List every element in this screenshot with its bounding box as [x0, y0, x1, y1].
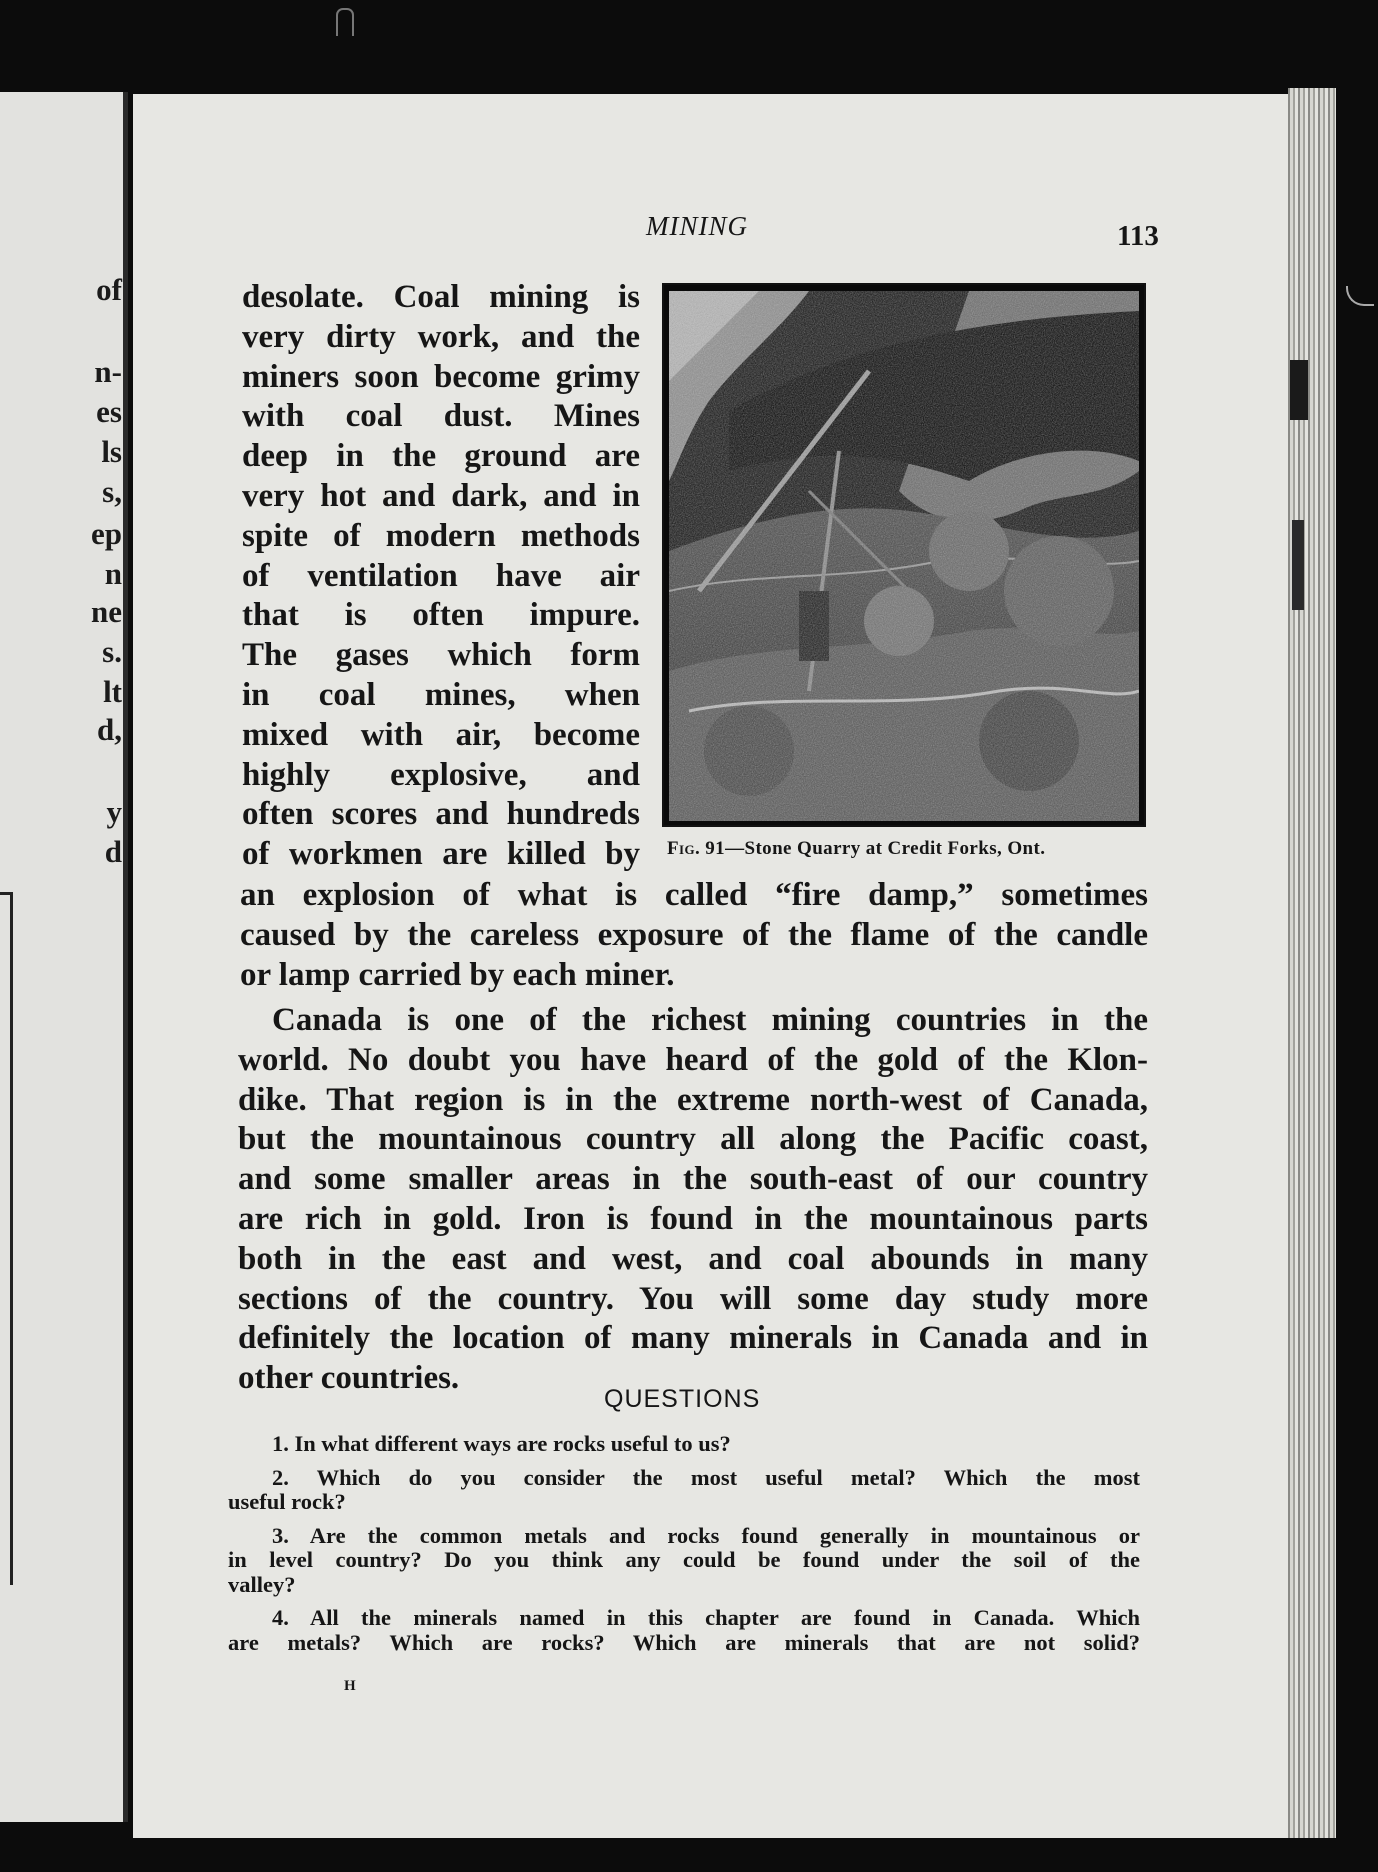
facing-page-fragment: y — [106, 794, 122, 829]
facing-page-fragment: s, — [102, 474, 122, 509]
figure-label: Fig. 91 — [667, 838, 726, 859]
text-line: often scores and hundreds — [242, 796, 640, 833]
facing-page-fragment: s. — [102, 634, 122, 669]
facing-page-edge — [123, 92, 128, 1822]
page-stack-shadow — [1290, 360, 1308, 420]
facing-page-fragment: es — [96, 394, 122, 429]
figure-quarry-photo — [662, 283, 1146, 827]
text-line: other countries. — [238, 1360, 460, 1397]
text-line: sections of the country. You will some day study more — [238, 1280, 1148, 1317]
facing-page-fragment: of — [96, 272, 122, 307]
text-line: very hot and dark, and in — [242, 477, 640, 514]
facing-page-fragment: n- — [94, 354, 122, 389]
question-line: valley? — [228, 1571, 296, 1597]
facing-page-fragment: d — [104, 834, 122, 869]
figure-caption — [667, 838, 1045, 860]
question-item — [228, 1466, 1140, 1515]
text-line: Canada is one of the richest mining countries in the — [272, 1002, 1148, 1038]
question-item — [228, 1606, 1140, 1655]
signature-mark: H — [344, 1678, 356, 1694]
text-line: or lamp carried by each miner. — [240, 956, 675, 993]
questions-heading: QUESTIONS — [604, 1385, 761, 1413]
text-line: desolate. Coal mining is — [242, 279, 640, 315]
text-line: spite of modern methods — [242, 517, 640, 554]
text-line: caused by the careless exposure of the flame of the candle — [240, 916, 1148, 953]
question-line: 1. In what different ways are rocks useful to us? — [272, 1431, 731, 1456]
text-line: miners soon become grimy — [242, 358, 640, 395]
question-line: useful rock? — [228, 1489, 346, 1514]
text-line: deep in the ground are — [242, 438, 640, 475]
question-line: 3. Are the common metals and rocks found generally in mountainous or — [272, 1522, 1140, 1548]
question-line: 2. Which do you consider the most useful metal? Which the most — [272, 1464, 1140, 1490]
facing-page-fragment: d, — [97, 712, 122, 747]
body-text-wrapped — [242, 278, 640, 875]
quarry-photo-image — [669, 291, 1139, 821]
text-line: mixed with air, become — [242, 716, 640, 753]
text-line: an explosion of what is called “fire damp,” sometimes — [240, 877, 1148, 913]
text-line: are rich in gold. Iron is found in the mountainous parts — [238, 1200, 1148, 1237]
page-stack-edge — [1288, 88, 1336, 1838]
body-paragraph-canada — [238, 1001, 1148, 1399]
text-line: with coal dust. Mines — [242, 398, 640, 435]
running-head: MINING — [646, 211, 748, 241]
question-line: are metals? Which are rocks? Which are minerals that are not solid? — [228, 1629, 1140, 1655]
facing-page-fragment: ep — [91, 516, 122, 551]
text-line: that is often impure. — [242, 597, 640, 634]
facing-page-fragment: n — [104, 556, 122, 591]
text-line: world. No doubt you have heard of the gold of the Klon- — [238, 1041, 1148, 1078]
scan-mark — [1346, 286, 1374, 306]
text-line: dike. That region is in the extreme north-west of Canada, — [238, 1081, 1148, 1118]
page-stack-shadow — [1292, 520, 1304, 610]
facing-page — [0, 92, 128, 1822]
text-line: in coal mines, when — [242, 676, 640, 713]
text-line: both in the east and west, and coal abounds in many — [238, 1240, 1148, 1277]
questions-list — [228, 1432, 1140, 1664]
facing-page-fragment: ls — [101, 434, 122, 469]
text-line: The gases which form — [242, 637, 640, 674]
figure-caption-text: —Stone Quarry at Credit Forks, Ont. — [725, 838, 1046, 859]
question-item — [228, 1432, 1140, 1457]
text-line: and some smaller areas in the south-east of our country — [238, 1161, 1148, 1198]
question-item — [228, 1524, 1140, 1598]
text-line: definitely the location of many minerals in Canada and in — [238, 1320, 1148, 1357]
scan-mark — [336, 8, 354, 36]
page-number: 113 — [1117, 220, 1159, 252]
text-line: highly explosive, and — [242, 756, 640, 793]
facing-page-rule — [0, 892, 13, 1585]
facing-page-fragment: ne — [91, 594, 122, 629]
question-line: 4. All the minerals named in this chapter are found in Canada. Which — [272, 1605, 1140, 1630]
text-line: of workmen are killed by — [242, 836, 640, 873]
text-line: very dirty work, and the — [242, 318, 640, 355]
text-line: of ventilation have air — [242, 557, 640, 594]
facing-page-fragment: lt — [103, 674, 122, 709]
question-line: in level country? Do you think any could be found under the soil of the — [228, 1547, 1140, 1572]
body-text-full-width — [240, 876, 1148, 995]
text-line: but the mountainous country all along the Pacific coast, — [238, 1121, 1148, 1158]
